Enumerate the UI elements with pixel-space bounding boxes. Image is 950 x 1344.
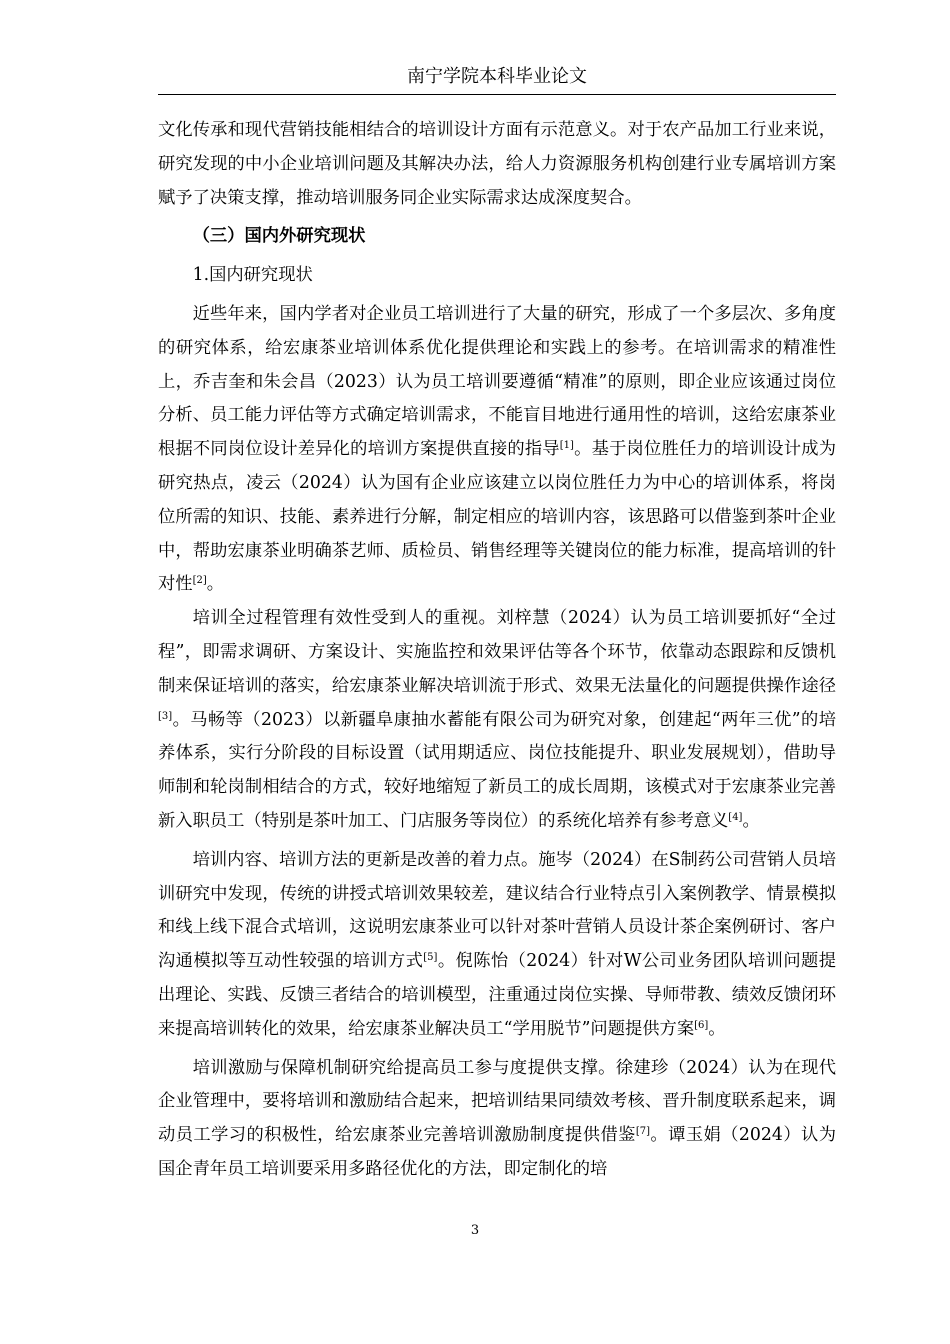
citation-ref: [2] <box>192 575 207 587</box>
paragraph-continuation: 文化传承和现代营销技能相结合的培训设计方面有示范意义。对于农产品加工行业来说，研究发现的中小企业培训问题及其解决办法，给人力资源服务机构创建行业专属培训方案赋予了决策支撑，推动培训服务同企业实际需求达成深度契合。 <box>158 120 836 208</box>
citation-ref: [5] <box>423 952 438 964</box>
paragraph-text: 培训激励与保障机制研究给提高员工参与度提供支撑。徐建珍（2024）认为在现代企业管理中，要将培训和激励结合起来，把培训结果同绩效考核、晋升制度联系起来，调动员工学习的积极性，给宏康茶业完善培训激励制度提供借鉴 <box>158 1057 836 1146</box>
citation-ref: [6] <box>694 1019 709 1031</box>
subsection-heading: 1.国内研究现状 <box>192 265 313 286</box>
paragraph-text: 。基于岗位胜任力的培训设计成为研究热点，凌云（2024）认为国有企业应该建立以岗位胜任力为中心的培训体系，将岗位所需的知识、技能、素养进行分解，制定相应的培训内容，该思路可以借鉴到茶叶企业中，帮助宏康茶业明确茶艺师、质检员、销售经理等关键岗位的能力标准，提高培训的针对性 <box>158 439 836 595</box>
paragraph-text: 。倪陈怡（2024）针对W公司业务团队培训问题提出理论、实践、反馈三者结合的培训模型，注重通过岗位实操、导师带教、绩效反馈闭环来提高培训转化的效果，给宏康茶业解决员工“学用脱节”问题提供方案 <box>158 951 836 1039</box>
paragraph-text: 。 <box>742 810 760 831</box>
citation-ref: [4] <box>728 811 743 823</box>
section-heading: （三）国内外研究现状 <box>192 226 366 247</box>
paragraph-training-content <box>158 844 836 1047</box>
paragraph-incentive-mechanism <box>158 1052 836 1187</box>
citation-ref: [3] <box>158 710 173 722</box>
paragraph-text: 。谭玉娟（2024）认为国企青年员工培训要采用多路径优化的方法，即定制化的培 <box>158 1125 836 1179</box>
document-body <box>158 114 836 1187</box>
header-divider <box>158 94 836 95</box>
paragraph-process-management <box>158 602 836 839</box>
paragraph-text: 。 <box>206 574 225 595</box>
citation-ref: [1] <box>559 440 574 452</box>
paragraph-text: 。 <box>708 1018 726 1039</box>
paragraph-text: 。马畅等（2023）以新疆阜康抽水蓄能有限公司为研究对象，创建起“两年三优”的培养体系，实行分阶段的目标设置（试用期适应、岗位技能提升、职业发展规划），借助导师制和轮岗制相结合的方式，较好地缩短了新员工的成长周期，该模式对于宏康茶业完善新入职员工（特别是茶叶加工、门店服务等岗位）的系统化培养有参考意义 <box>158 709 836 831</box>
page-number: 3 <box>470 1223 480 1238</box>
paragraph-text: 培训全过程管理有效性受到人的重视。刘梓慧（2024）认为员工培训要抓好“全过程”，即需求调研、方案设计、实施监控和效果评估等各个环节，依靠动态跟踪和反馈机制来保证培训的落实，给宏康茶业解决培训流于形式、效果无法量化的问题提供操作途径 <box>158 608 836 696</box>
paragraph-text: 近些年来，国内学者对企业员工培训进行了大量的研究，形成了一个多层次、多角度的研究体系，给宏康茶业培训体系优化提供理论和实践上的参考。在培训需求的精准性上，乔吉奎和朱会昌（2023）认为员工培训要遵循“精准”的原则，即企业应该通过岗位分析、员工能力评估等方式确定培训需求，不能盲目地进行通用性的培训，这给宏康茶业根据不同岗位设计差异化的培训方案提供直接的指导 <box>158 303 836 460</box>
paragraph-text: 培训内容、培训方法的更新是改善的着力点。施岑（2024）在S制药公司营销人员培训研究中发现，传统的讲授式培训效果较差，建议结合行业特点引入案例教学、情景模拟和线上线下混合式培训，这说明宏康茶业可以针对茶叶营销人员设计茶企案例研讨、客户沟通模拟等互动性较强的培训方式 <box>158 849 836 972</box>
paragraph-domestic-research <box>158 298 836 602</box>
citation-ref: [7] <box>635 1126 651 1138</box>
page-header-title: 南宁学院本科毕业论文 <box>407 66 587 87</box>
